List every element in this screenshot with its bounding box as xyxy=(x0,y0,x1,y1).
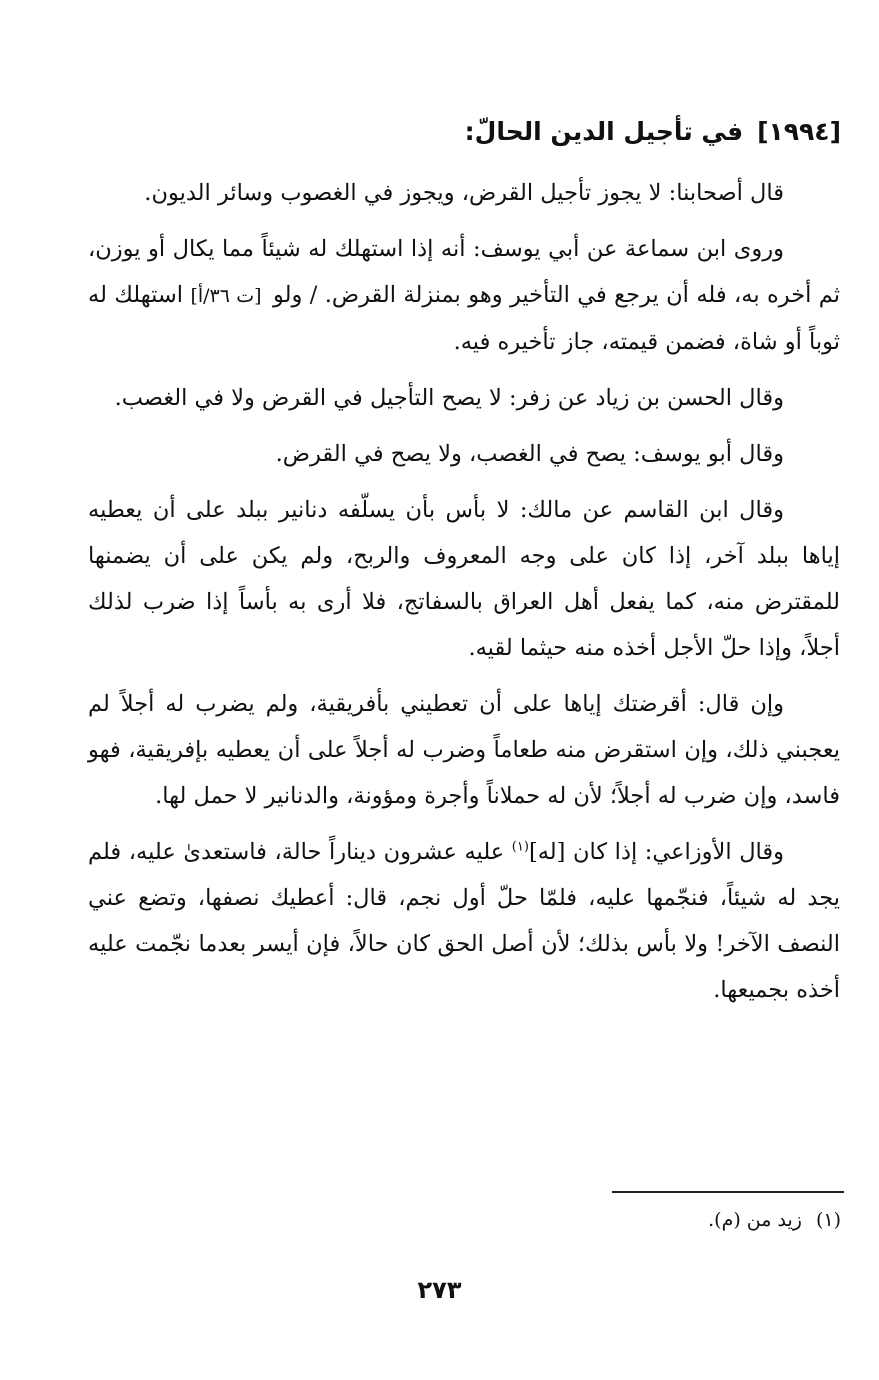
paragraph-1: قال أصحابنا: لا يجوز تأجيل القرض، ويجوز في الغصوب وسائر الديون. xyxy=(144,180,784,206)
footnote-number: (١) xyxy=(815,1209,841,1231)
footnote-divider xyxy=(612,1191,844,1193)
paragraph-2-text: وروى ابن سماعة عن أبي يوسف: أنه إذا استهلك له شيئاً مما يكال أو يوزن، ثم أخره به، فله أن يرجع في التأخير وهو بمنزلة القرض. / ولو xyxy=(88,236,841,308)
footnote xyxy=(708,1203,841,1237)
paragraph-3: وقال الحسن بن زياد عن زفر: لا يصح التأجيل في القرض ولا في الغصب. xyxy=(114,385,784,411)
footnote-text: زيد من (م). xyxy=(708,1209,802,1231)
footnote-marker: (١) xyxy=(511,839,529,855)
paragraph-7 xyxy=(88,829,840,1013)
section-title: في تأجيل الدين الحالّ: xyxy=(464,117,744,146)
section-number: [١٩٩٤] xyxy=(757,117,841,146)
paragraph-6: وإن قال: أقرضتك إياها على أن تعطيني بأفريقية، ولم يضرب له أجلاً لم يعجبني ذلك، وإن استقرض منه طعاماً وضرب له أجلاً على أن يعطيه بإفريقية، فهو فاسد، وإن ضرب له أجلاً؛ لأن له حملاناً وأجرة ومؤونة، والدنانير لا حمل لها. xyxy=(88,691,840,809)
paragraph-5: وقال ابن القاسم عن مالك: لا بأس بأن يسلّفه دنانير ببلد على أن يعطيه إياها ببلد آخر، إذا كان على وجه المعروف والربح، ولم يكن على أن يضمنها للمقترض منه، كما يفعل أهل العراق بالسفاتج، فلا أرى به بأساً إذا ضرب لذلك أجلاً، وإذا حلّ الأجل أخذه منه حيثما لقيه. xyxy=(88,497,840,661)
paragraph-2-continuation: استهلك له ثوباً أو شاة، فضمن قيمته، جاز تأخيره فيه. xyxy=(88,282,840,355)
paragraph-4: وقال أبو يوسف: يصح في الغصب، ولا يصح في القرض. xyxy=(275,441,784,467)
paragraph-2 xyxy=(88,226,840,365)
manuscript-folio-note: [ت ٣٦/أ] xyxy=(190,285,262,307)
section-heading xyxy=(60,112,841,152)
editorial-insert: [له] xyxy=(528,839,566,865)
paragraph-7-rest: عليه عشرون ديناراً حالة، فاستعدىٰ عليه، فلم يجد له شيئاً، فنجّمها عليه، فلمّا حلّ أول نجم، قال: أعطيك نصفها، وتضع عني النصف الآخر! ولا بأس بذلك؛ لأن أصل الحق كان حالاً، فإن أيسر بعدما نجّمت عليه أخذه بجميعها. xyxy=(88,839,840,1003)
main-text xyxy=(88,170,840,1023)
page-number: ٢٧٣ xyxy=(417,1276,462,1304)
paragraph-7-start: وقال الأوزاعي: إذا كان xyxy=(573,839,785,865)
